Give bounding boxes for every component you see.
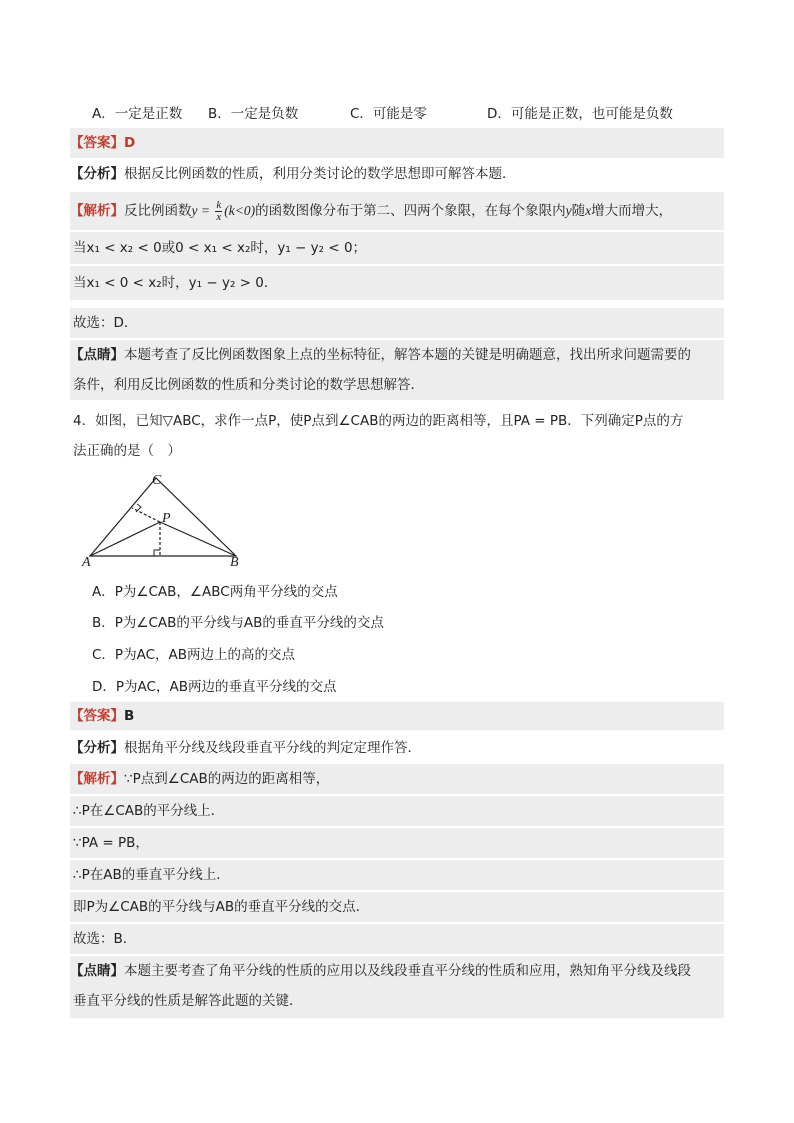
prev-option-d: D．可能是正数，也可能是负数 <box>487 106 673 122</box>
prev-solution-row-1 <box>70 192 724 230</box>
q4-solution-line-1: ∵P点到∠CAB的两边的距离相等， <box>124 771 330 787</box>
prev-analysis-row <box>70 160 724 188</box>
q4-choose-row: 故选：B． <box>70 924 724 954</box>
analysis-text: 根据反比例函数的性质，利用分类讨论的数学思想即可解答本题． <box>124 166 516 182</box>
prev-solution-row-3 <box>70 266 724 300</box>
comment-line-2: 条件，利用反比例函数的性质和分类讨论的数学思想解答． <box>73 377 424 393</box>
q4-analysis-text: 根据角平分线及线段垂直平分线的判定定理作答． <box>124 740 421 756</box>
solution-line-3: 当x₁ < 0 < x₂时，y₁ − y₂ > 0． <box>73 275 278 291</box>
answer-value: D <box>124 135 136 151</box>
q4-comment-tag: 【点睛】 <box>70 963 124 979</box>
q4-stem-line-2: 法正确的是（ ） <box>73 443 181 459</box>
q4-comment-text-1: 本题主要考查了角平分线的性质的应用以及线段垂直平分线的性质和应用，熟知角平分线及线段 <box>124 963 691 979</box>
prev-option-b: B．一定是负数 <box>208 106 299 122</box>
label-a: A <box>82 555 91 570</box>
prev-comment-block <box>70 340 724 400</box>
fraction-k-over-x <box>215 200 222 223</box>
q4-comment-line-1 <box>70 956 724 986</box>
solution-text-b: 的函数图像分布于第二、四两个象限，在每个象限内 <box>255 203 566 219</box>
prev-solution-row-2 <box>70 232 724 264</box>
q4-comment-line-2: 垂直平分线的性质是解答此题的关键． <box>73 993 303 1009</box>
solution-condition: (k<0) <box>224 203 256 218</box>
triangle-figure <box>80 470 250 570</box>
q4-answer-row <box>70 702 724 730</box>
fraction-denominator: x <box>216 210 222 223</box>
q4-option-c: C．P为AC，AB两边上的高的交点 <box>92 647 295 663</box>
solution-tag: 【解析】 <box>70 203 124 219</box>
right-angle-mark-ac <box>136 504 141 512</box>
q4-answer-value: B <box>124 708 135 724</box>
analysis-tag: 【分析】 <box>70 166 124 182</box>
right-angle-mark-ab <box>154 550 160 556</box>
segment-bp <box>160 522 236 556</box>
q4-option-d: D．P为AC，AB两边的垂直平分线的交点 <box>92 679 337 695</box>
q4-solution-row-2: ∴P在∠CAB的平分线上． <box>70 796 724 826</box>
label-b: B <box>230 555 239 570</box>
q4-solution-tag: 【解析】 <box>70 771 124 787</box>
q4-option-a: A．P为∠CAB，∠ABC两角平分线的交点 <box>92 584 338 600</box>
q4-comment-block <box>70 956 724 1018</box>
answer-tag: 【答案】 <box>70 135 124 151</box>
solution-var-y: y <box>565 203 572 218</box>
fraction-numerator: k <box>216 198 222 211</box>
solution-var-x: x <box>585 203 592 218</box>
q4-solution-row-1 <box>70 764 724 794</box>
q4-stem-line-1: 4．如图，已知▽ABC，求作一点P，使P点到∠CAB的两边的距离相等，且PA = PB．下列确定P点的方 <box>73 413 684 429</box>
label-c: C <box>152 473 162 488</box>
perpendicular-to-ac <box>132 508 160 522</box>
prev-choose-row <box>70 308 724 338</box>
q4-solution-row-5: 即P为∠CAB的平分线与AB的垂直平分线的交点． <box>70 892 724 922</box>
segment-ap <box>90 522 160 556</box>
solution-text-c: 随 <box>571 203 586 219</box>
prev-option-a: A．一定是正数 <box>92 106 183 122</box>
q4-option-b: B．P为∠CAB的平分线与AB的垂直平分线的交点 <box>92 615 384 631</box>
solution-text-d: 增大而增大， <box>591 203 673 219</box>
solution-line-2: 当x₁ < x₂ < 0或0 < x₁ < x₂时，y₁ − y₂ < 0； <box>73 240 367 256</box>
prev-answer-row <box>70 128 724 158</box>
q4-answer-tag: 【答案】 <box>70 708 124 724</box>
solution-formula: y = <box>191 203 214 218</box>
q4-analysis-tag: 【分析】 <box>70 740 124 756</box>
comment-tag: 【点睛】 <box>70 347 124 363</box>
label-p: P <box>162 511 171 526</box>
choose-text: 故选：D． <box>73 315 138 331</box>
comment-line-1 <box>70 340 724 370</box>
q4-analysis-row <box>70 734 724 762</box>
prev-option-c: C．可能是零 <box>350 106 427 122</box>
q4-solution-row-3: ∵PA = PB， <box>70 828 724 858</box>
comment-text-1: 本题考查了反比例函数图象上点的坐标特征，解答本题的关键是明确题意，找出所求问题需要的 <box>124 347 691 363</box>
q4-solution-row-4: ∴P在AB的垂直平分线上． <box>70 860 724 890</box>
solution-text-a: 反比例函数 <box>124 203 192 219</box>
